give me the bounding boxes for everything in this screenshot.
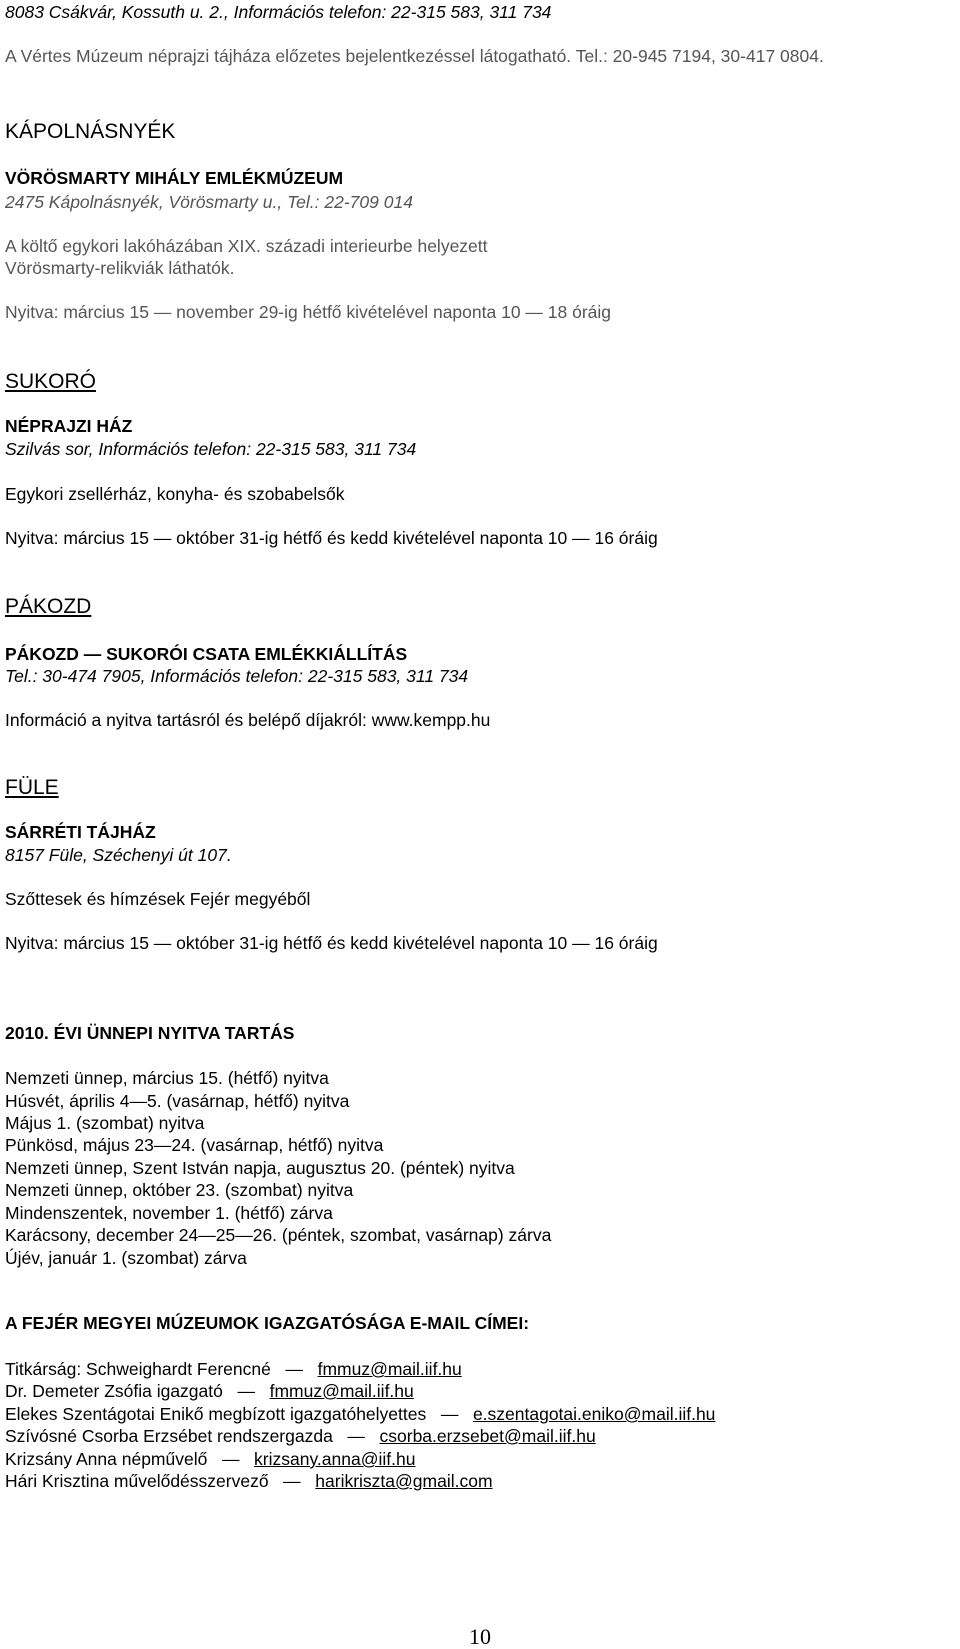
museum-neprajzi-haz: NÉPRAJZI HÁZ xyxy=(5,416,133,436)
holiday-item: Nemzeti ünnep, Szent István napja, augusztus 20. (péntek) nyitva xyxy=(5,1158,515,1178)
holiday-item: Húsvét, április 4—5. (vasárnap, hétfő) nyitva xyxy=(5,1091,350,1111)
contact-row xyxy=(5,1449,415,1469)
contact-dash: — xyxy=(337,1426,375,1446)
sukoro-address: Szilvás sor, Információs telefon: 22-315 583, 311 734 xyxy=(5,439,417,459)
holiday-item: Május 1. (szombat) nyitva xyxy=(5,1113,205,1133)
town-pakozd: PÁKOZD xyxy=(5,595,92,618)
contact-row xyxy=(5,1359,462,1379)
contact-person: Krizsány Anna népművelő xyxy=(5,1449,208,1469)
town-kapolnasnyek: KÁPOLNÁSNYÉK xyxy=(5,120,176,143)
vorosmarty-address: 2475 Kápolnásnyék, Vörösmarty u., Tel.: 22-709 014 xyxy=(5,192,413,212)
town-sukoro: SUKORÓ xyxy=(5,370,97,393)
sukoro-desc: Egykori zsellérház, konyha- és szobabelsők xyxy=(5,484,345,504)
csakvar-address: 8083 Csákvár, Kossuth u. 2., Információs telefon: 22-315 583, 311 734 xyxy=(5,2,552,22)
contact-dash: — xyxy=(273,1471,311,1491)
contact-email-link[interactable]: csorba.erzsebet@mail.iif.hu xyxy=(379,1426,596,1446)
emails-title: A FEJÉR MEGYEI MÚZEUMOK IGAZGATÓSÁGA E-MAIL CÍMEI: xyxy=(5,1313,530,1333)
contact-person: Titkárság: Schweighardt Ferencné xyxy=(5,1359,271,1379)
contact-row xyxy=(5,1471,493,1491)
contact-dash: — xyxy=(275,1359,313,1379)
holiday-item: Nemzeti ünnep, október 23. (szombat) nyitva xyxy=(5,1180,354,1200)
pakozd-phone: Tel.: 30-474 7905, Információs telefon: 22-315 583, 311 734 xyxy=(5,666,469,686)
contact-email-link[interactable]: fmmuz@mail.iif.hu xyxy=(269,1381,414,1401)
fule-desc: Szőttesek és hímzések Fejér megyéből xyxy=(5,889,311,909)
fule-hours: Nyitva: március 15 — október 31-ig hétfő és kedd kivételével naponta 10 — 16 óráig xyxy=(5,933,658,953)
holiday-item: Nemzeti ünnep, március 15. (hétfő) nyitva xyxy=(5,1068,329,1088)
holidays-title: 2010. ÉVI ÜNNEPI NYITVA TARTÁS xyxy=(5,1023,295,1043)
vorosmarty-desc-1: A költő egykori lakóházában XIX. századi interieurbe helyezett xyxy=(5,236,488,256)
holiday-item: Pünkösd, május 23—24. (vasárnap, hétfő) nyitva xyxy=(5,1135,384,1155)
contact-person: Hári Krisztina művelődésszervező xyxy=(5,1471,269,1491)
holiday-item: Karácsony, december 24—25—26. (péntek, szombat, vasárnap) zárva xyxy=(5,1225,552,1245)
contact-dash: — xyxy=(227,1381,265,1401)
vertes-museum-note: A Vértes Múzeum néprajzi tájháza előzetes bejelentkezéssel látogatható. Tel.: 20-945 7194, 30-417 0804. xyxy=(5,46,824,66)
page-number: 10 xyxy=(469,1624,491,1649)
pakozd-info: Információ a nyitva tartásról és belépő díjakról: www.kempp.hu xyxy=(5,710,491,730)
sukoro-hours: Nyitva: március 15 — október 31-ig hétfő és kedd kivételével naponta 10 — 16 óráig xyxy=(5,528,658,548)
contact-dash: — xyxy=(431,1404,469,1424)
contact-dash: — xyxy=(212,1449,250,1469)
museum-pakozd-csata: PÁKOZD — SUKORÓI CSATA EMLÉKKIÁLLÍTÁS xyxy=(5,644,408,664)
vorosmarty-desc-2: Vörösmarty-relikviák láthatók. xyxy=(5,258,235,278)
contact-email-link[interactable]: krizsany.anna@iif.hu xyxy=(254,1449,416,1469)
contact-row xyxy=(5,1404,715,1424)
town-fule: FÜLE xyxy=(5,776,59,799)
fule-address: 8157 Füle, Széchenyi út 107. xyxy=(5,845,232,865)
contact-email-link[interactable]: fmmuz@mail.iif.hu xyxy=(317,1359,462,1379)
vorosmarty-hours: Nyitva: március 15 — november 29-ig hétfő kivételével naponta 10 — 18 óráig xyxy=(5,302,612,322)
contact-person: Elekes Szentágotai Enikő megbízott igazgatóhelyettes xyxy=(5,1404,427,1424)
contact-row xyxy=(5,1381,414,1401)
contact-person: Dr. Demeter Zsófia igazgató xyxy=(5,1381,223,1401)
holiday-item: Mindenszentek, november 1. (hétfő) zárva xyxy=(5,1203,333,1223)
contact-email-link[interactable]: e.szentagotai.eniko@mail.iif.hu xyxy=(472,1404,716,1424)
contact-email-link[interactable]: harikriszta@gmail.com xyxy=(315,1471,493,1491)
holiday-item: Újév, január 1. (szombat) zárva xyxy=(5,1248,247,1268)
museum-vorosmarty: VÖRÖSMARTY MIHÁLY EMLÉKMÚZEUM xyxy=(5,168,344,188)
contact-row xyxy=(5,1426,596,1446)
contact-person: Szívósné Csorba Erzsébet rendszergazda xyxy=(5,1426,333,1446)
museum-sarreti-tajhaz: SÁRRÉTI TÁJHÁZ xyxy=(5,822,156,842)
